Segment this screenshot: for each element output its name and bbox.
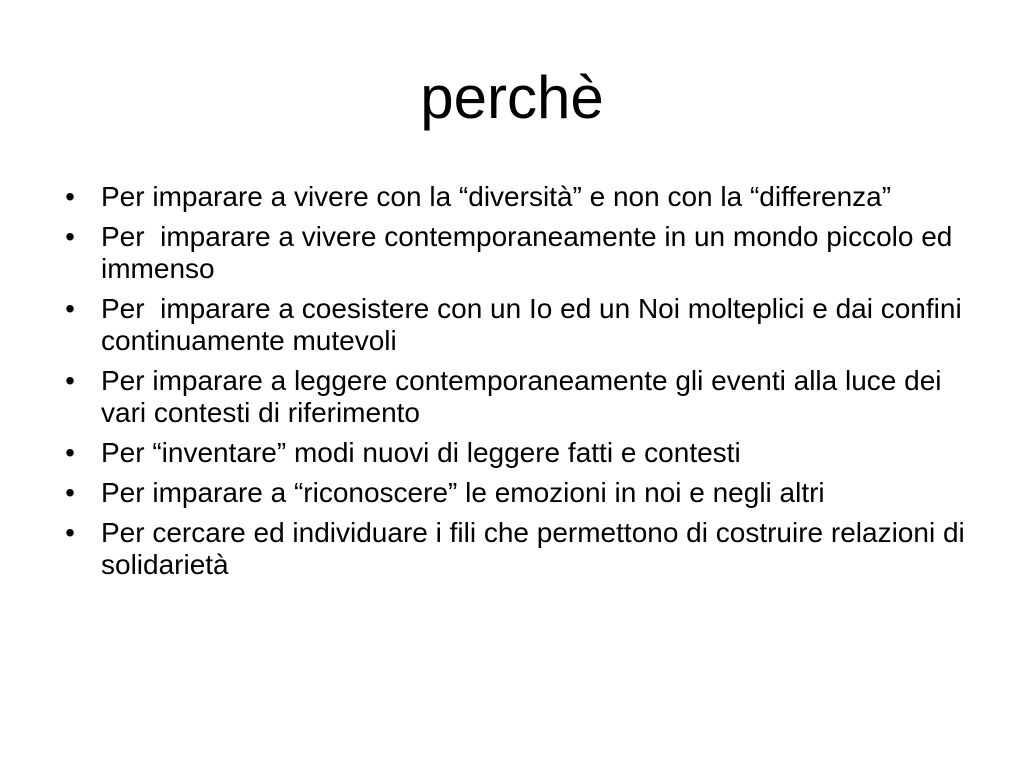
bullet-text: Per “inventare” modi nuovi di leggere fatti e contesti: [101, 437, 741, 468]
bullet-icon: •: [65, 477, 75, 508]
bullet-icon: •: [65, 293, 75, 324]
bullet-item: [60, 477, 980, 509]
bullet-list: [60, 181, 980, 589]
bullet-text: Per imparare a vivere contemporaneamente in un mondo piccolo ed immenso: [101, 221, 961, 284]
bullet-item: [60, 437, 980, 469]
bullet-icon: •: [65, 517, 75, 548]
bullet-item: [60, 181, 980, 213]
bullet-text: Per imparare a leggere contemporaneamente gli eventi alla luce dei vari contesti di riferimento: [101, 365, 950, 428]
bullet-item: [60, 293, 980, 357]
bullet-item: [60, 517, 980, 581]
bullet-text: Per imparare a coesistere con un Io ed un Noi molteplici e dai confini continuamente mutevoli: [101, 293, 970, 356]
bullet-icon: •: [65, 181, 75, 212]
bullet-item: [60, 365, 980, 429]
bullet-text: Per imparare a vivere con la “diversità” e non con la “differenza”: [101, 181, 892, 212]
bullet-icon: •: [65, 365, 75, 396]
bullet-icon: •: [65, 221, 75, 252]
bullet-text: Per imparare a “riconoscere” le emozioni in noi e negli altri: [101, 477, 825, 508]
bullet-text: Per cercare ed individuare i fili che permettono di costruire relazioni di solidarietà: [101, 517, 973, 580]
bullet-icon: •: [65, 437, 75, 468]
bullet-item: [60, 221, 980, 285]
slide-title: perchè: [420, 64, 604, 131]
